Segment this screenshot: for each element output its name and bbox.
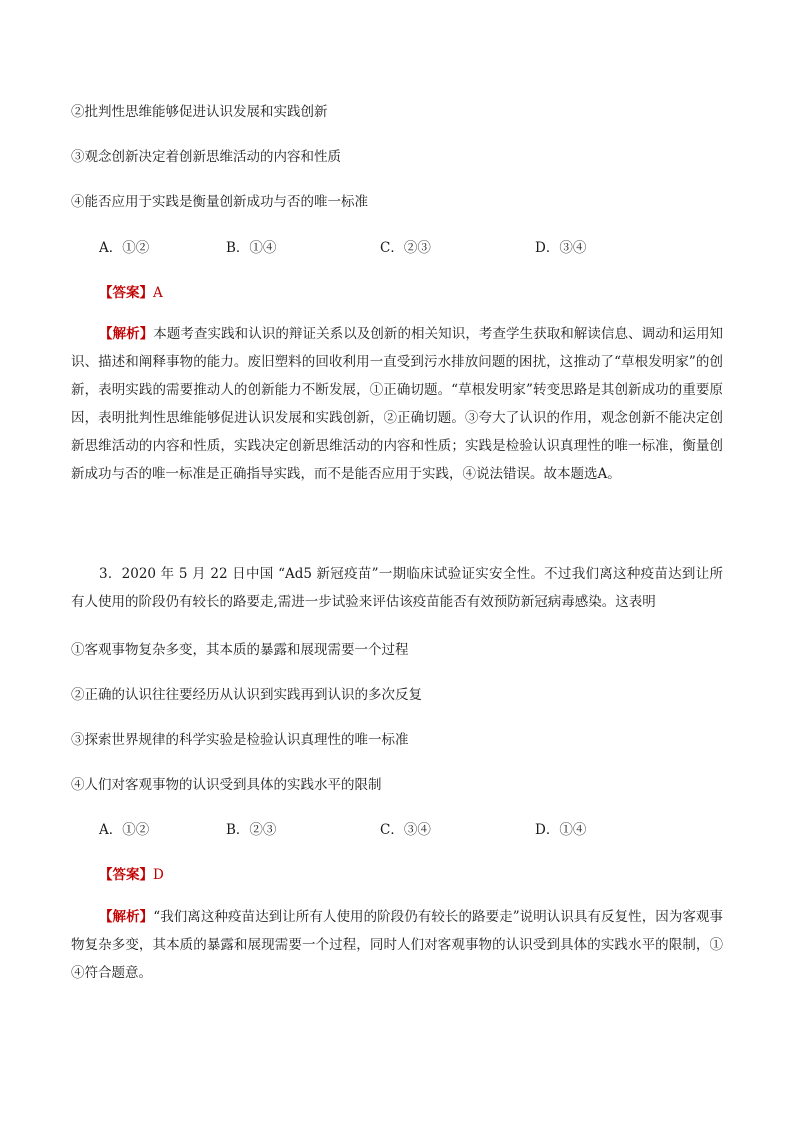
q2-answer-value: A — [153, 285, 163, 301]
q2-analysis — [71, 320, 723, 488]
q3-analysis — [71, 903, 723, 987]
q3-answer-label: 【答案】 — [99, 867, 153, 883]
q3-option-c: C．③④ — [380, 822, 431, 838]
q2-answer-label: 【答案】 — [99, 285, 153, 301]
q2-option-d: D．③④ — [535, 240, 587, 256]
q2-option-c: C．②③ — [380, 240, 431, 256]
q2-option-b: B．①④ — [226, 240, 277, 256]
q3-option-b: B．②③ — [226, 822, 277, 838]
q2-analysis-text: 本题考查实践和认识的辩证关系以及创新的相关知识，考查学生获取和解读信息、调动和运用知识、描述和阐释事物的能力。废旧塑料的回收利用一直受到污水排放问题的困扰，这推动了“草根发明家”的创新，表明实践的需要推动人的创新能力不断发展，①正确切题。“草根发明家”转变思路是其创新成功的重要原因，表明批判性思维能够促进认识发展和实践创新，②正确切题。③夸大了认识的作用，观念创新不能决定创新思维活动的内容和性质，实践决定创新思维活动的内容和性质；实践是检验认识真理性的唯一标准，衡量创新成功与否的唯一标准是正确指导实践，而不是能否应用于实践，④说法错误。故本题选A。 — [71, 326, 724, 482]
q2-option-a: A．①② — [99, 240, 150, 256]
q2-statement-3: ③观念创新决定着创新思维活动的内容和性质 — [71, 149, 341, 165]
q3-option-a: A．①② — [99, 822, 150, 838]
q3-answer — [99, 865, 164, 885]
q3-statement-1: ①客观事物复杂多变，其本质的暴露和展现需要一个过程 — [71, 642, 409, 658]
q3-analysis-text: “我们离这种疫苗达到让所有人使用的阶段仍有较长的路要走”说明认识具有反复性，因为客观事物复杂多变，其本质的暴露和展现需要一个过程，同时人们对客观事物的认识受到具体的实践水平的限制，①④符合题意。 — [71, 909, 723, 981]
q3-statement-3: ③探索世界规律的科学实验是检验认识真理性的唯一标准 — [71, 732, 409, 748]
q2-statement-2: ②批判性思维能够促进认识发展和实践创新 — [71, 104, 328, 120]
q3-answer-value: D — [153, 867, 164, 883]
q2-answer — [99, 283, 163, 303]
q2-analysis-label: 【解析】 — [99, 326, 154, 342]
q3-stem: 3．2020 年 5 月 22 日中国 “Ad5 新冠疫苗”一期临床试验证实安全性。不过我们离这种疫苗达到让所有人使用的阶段仍有较长的路要走,需进一步试验来评估该疫苗能否有效预防新冠病毒感染。这表明 — [71, 566, 723, 610]
q3-analysis-label: 【解析】 — [99, 909, 154, 925]
q3-statement-2: ②正确的认识往往要经历从认识到实践再到认识的多次反复 — [71, 687, 422, 703]
q2-statement-4: ④能否应用于实践是衡量创新成功与否的唯一标准 — [71, 194, 368, 210]
q3-option-d: D．①④ — [535, 822, 587, 838]
q3-statement-4: ④人们对客观事物的认识受到具体的实践水平的限制 — [71, 777, 382, 793]
